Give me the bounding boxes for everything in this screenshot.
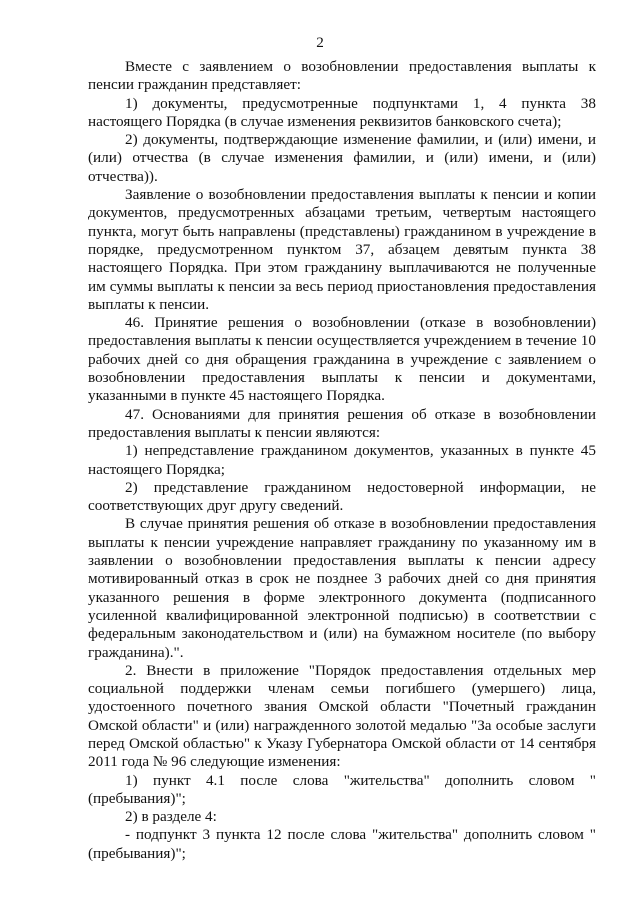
paragraph-section-2: 2. Внести в приложение "Порядок предоставления отдельных мер социальной поддержки членам семьи погибшего (умершего) лица, удостоенного почетного звания Омской области "Почетный гражданин Омской области" и (или) награжденного золотой медалью "За особые заслуги перед Омской областью" к Указу Губернатора Омской области от 14 сентября 2011 года № 96 следующие изменения: — [88, 661, 596, 771]
paragraph-47-item-2: 2) представление гражданином недостоверной информации, не соответствующих друг другу сведений. — [88, 478, 596, 515]
paragraph-47-item-1: 1) непредставление гражданином документов, указанных в пункте 45 настоящего Порядка; — [88, 442, 596, 478]
paragraph-refusal: В случае принятия решения об отказе в возобновлении предоставления выплаты к пенсии учреждение направляет гражданину по указанному им в заявлении о возобновлении предоставления выплаты к пенсии адресу мотивированный отказ в срок не позднее 3 рабочих дней со дня принятия указанного решения в форме электронного документа (подписанного усиленной квалифицированной электронной подписью) в соответствии с федеральным законодательством и (или) на бумажном носителе (по выбору гражданина).". — [88, 515, 596, 661]
paragraph-46: 46. Принятие решения о возобновлении (отказе в возобновлении) предоставления выплаты к пенсии осуществляется учреждением в течение 10 рабочих дней со дня обращения гражданина в учреждение с заявлением о возобновлении предоставления выплаты к пенсии и документами, указанными в пункте 45 настоящего Порядка. — [88, 314, 596, 405]
paragraph-change-1: 1) пункт 4.1 после слова "жительства" дополнить словом "(пребывания)"; — [88, 771, 596, 807]
paragraph-change-2: 2) в разделе 4: — [125, 808, 217, 826]
page-number: 2 — [316, 34, 324, 51]
paragraph-application-submission: Заявление о возобновлении предоставления выплаты к пенсии и копии документов, предусмотренных абзацами третьим, четвертым настоящего пункта, могут быть направлены (представлены) гражданином в учреждение в порядке, предусмотренном пунктом 37, абзацем девятым пункта 38 настоящего Порядка. При этом гражданину выплачиваются не полученные им суммы выплаты к пенсии за весь период приостановления предоставления выплаты к пенсии. — [88, 186, 596, 313]
paragraph-item-2: 2) документы, подтверждающие изменение фамилии, и (или) имени, и (или) отчества (в случае изменения фамилии, и (или) имени, и (или) отчества)). — [88, 131, 596, 185]
paragraph-47: 47. Основаниями для принятия решения об отказе в возобновлении предоставления выплаты к пенсии являются: — [88, 405, 596, 441]
paragraph-intro: Вместе с заявлением о возобновлении предоставления выплаты к пенсии гражданин представляет: — [88, 58, 596, 94]
paragraph-change-2-sub: - подпункт 3 пункта 12 после слова "жительства" дополнить словом "(пребывания)"; — [88, 826, 596, 862]
document-body — [88, 58, 596, 863]
paragraph-item-1: 1) документы, предусмотренные подпунктами 1, 4 пункта 38 настоящего Порядка (в случае изменения реквизитов банковского счета); — [88, 94, 596, 130]
